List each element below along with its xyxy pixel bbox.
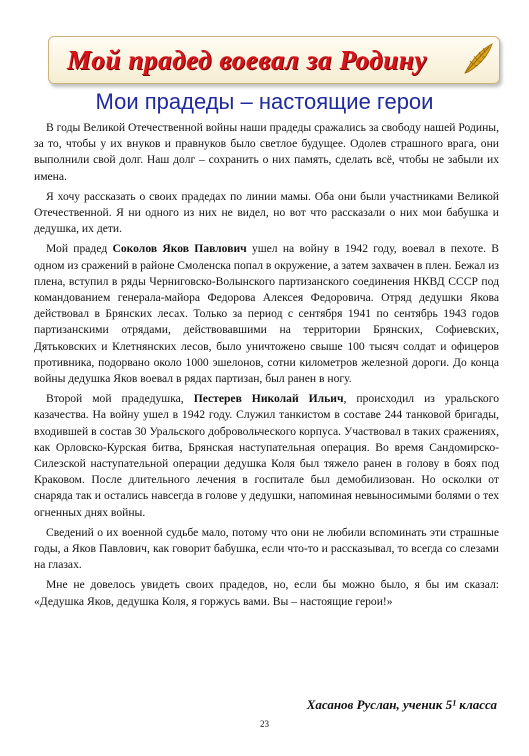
paragraph-sokolov-lead: Мой прадед xyxy=(46,242,113,256)
title-banner xyxy=(48,36,500,84)
paragraph-intro: В годы Великой Отечественной войны наши прадеды сражались за свободу нашей Родины, за то, чтобы у их внуков и правнуков было светлое будущее. Одолев страшного врага, они выполнили свой долг. Наш долг – сохранить о них память, сделать всё, чтобы не забыли их имена. xyxy=(34,121,499,183)
paragraph-maternal-line: Я хочу рассказать о своих прадедах по линии мамы. Оба они были участниками Великой Отечественной. Я ни одного из них не видел, но вот что рассказали о них мои бабушка и дедушка, их дети. xyxy=(34,189,499,236)
page-number: 23 xyxy=(260,719,269,729)
page-subtitle: Мои прадеды – настоящие герои xyxy=(95,89,434,114)
name-sokolov: Соколов Яков Павлович xyxy=(112,242,247,256)
author-signature: Хасанов Руслан, ученик 5¹ класса xyxy=(306,697,497,712)
article-body xyxy=(34,120,499,614)
paragraph-pesterev xyxy=(34,391,499,521)
feather-icon xyxy=(459,41,495,77)
paragraph-sokolov-text: ушел на войну в 1942 году, воевал в пехоте. В одном из сражений в районе Смоленска попал в окружение, а затем захвачен в плен. Бежал из плена, вступил в ряды Черниговско-Волынского партизанского соединения НКВД СССР под командованием генерала-майора Федорова Алексея Федоровича. Отряд дедушки Якова действовал в Брянских лесах. Только за период с сентября 1941 по сентябрь 1943 годов партизанскими отрядами, действовавшими на территории Брянских, Софиевских, Дятьковских и Клетнянских лесов, было уничтожено свыше 100 тысяч солдат и офицеров противника, подорвано около 1000 эшелонов, сотни километров железной дороги. До конца войны дедушка Яков воевал в рядах партизан, был ранен в ногу. xyxy=(34,242,499,386)
paragraph-pesterev-lead: Второй мой прадедушка, xyxy=(46,392,194,406)
paragraph-pesterev-text: , происходил из уральского казачества. На войну ушел в 1942 году. Служил танкистом в составе 244 танковой бригады, входившей в состав 30 Уральского добровольческого корпуса. Участвовал в таких сражениях, как Орловско-Курская битва, Брянская наступательная операция. Во время Сандомирско-Силезской наступательной операции дедушка Коля был тяжело ранен в голову в боях под Краковом. После длительного лечения в госпитале был демобилизован. Но осколки от снаряда так и остались навсегда в голове у дедушки, напоминая невыносимыми болями о тех огненных днях войны. xyxy=(34,392,499,519)
paragraph-memories: Сведений о их военной судьбе мало, потому что они не любили вспоминать эти страшные годы, а Яков Павлович, как говорит бабушка, если что-то и рассказывал, то всегда со слезами на глазах. xyxy=(34,525,499,572)
name-pesterev: Пестерев Николай Ильич xyxy=(193,392,344,406)
paragraph-sokolov xyxy=(34,241,499,387)
banner-title: Мой прадед воевал за Родину xyxy=(67,45,427,75)
paragraph-conclusion: Мне не довелось увидеть своих прадедов, но, если бы можно было, я бы им сказал: «Дедушка Яков, дедушка Коля, я горжусь вами. Вы – настоящие герои!» xyxy=(34,578,499,608)
